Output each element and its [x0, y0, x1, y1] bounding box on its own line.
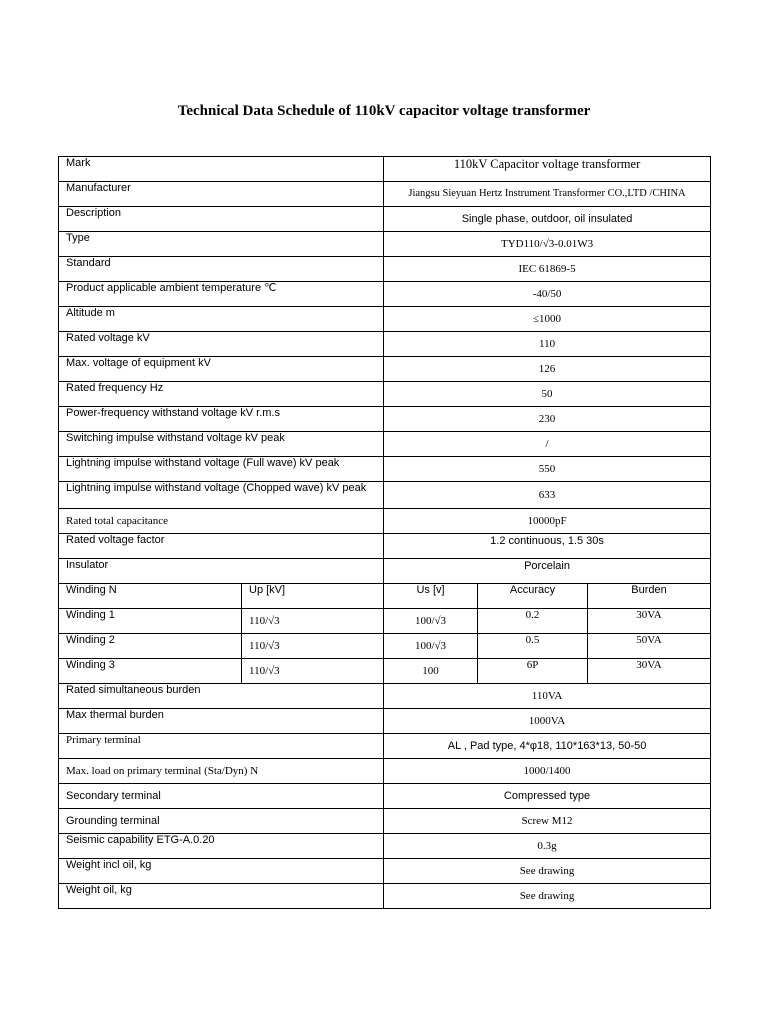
row-value: 10000pF: [384, 509, 711, 534]
row-seismic-capability: [59, 834, 711, 859]
header-up: Up [kV]: [242, 584, 384, 609]
technical-data-table: [58, 156, 711, 909]
row-value: See drawing: [384, 859, 711, 884]
row-lightning-impulse-full: [59, 457, 711, 482]
row-rated-total-capacitance: [59, 509, 711, 534]
row-label: Switching impulse withstand voltage kV peak: [59, 432, 384, 457]
row-label: Weight oil, kg: [59, 884, 384, 909]
row-value: 50: [384, 382, 711, 407]
row-value: Porcelain: [384, 559, 711, 584]
row-label: Standard: [59, 257, 384, 282]
row-label: Type: [59, 232, 384, 257]
row-label: Product applicable ambient temperature ℃: [59, 282, 384, 307]
row-value: 550: [384, 457, 711, 482]
row-max-voltage: [59, 357, 711, 382]
row-value: 1000/1400: [384, 759, 711, 784]
winding-row-1: [59, 609, 711, 634]
row-value: -40/50: [384, 282, 711, 307]
winding-accuracy: 6P: [478, 659, 588, 684]
header-us: Us [v]: [384, 584, 478, 609]
row-value: Single phase, outdoor, oil insulated: [384, 207, 711, 232]
row-label: Insulator: [59, 559, 384, 584]
page-title: Technical Data Schedule of 110kV capacitor voltage transformer: [177, 103, 591, 119]
row-manufacturer: [59, 182, 711, 207]
row-label: Grounding terminal: [59, 809, 384, 834]
row-value: Jiangsu Sieyuan Hertz Instrument Transformer CO.,LTD /CHINA: [384, 182, 711, 207]
row-insulator: [59, 559, 711, 584]
row-label: Lightning impulse withstand voltage (Chopped wave) kV peak: [59, 482, 384, 509]
winding-up: 110/√3: [242, 609, 384, 634]
row-power-frequency-withstand: [59, 407, 711, 432]
winding-burden: 50VA: [588, 634, 711, 659]
row-mark: [59, 157, 711, 182]
row-label: Rated voltage kV: [59, 332, 384, 357]
row-value: 126: [384, 357, 711, 382]
row-label: Seismic capability ETG-A.0.20: [59, 834, 384, 859]
row-secondary-terminal: [59, 784, 711, 809]
row-value: 230: [384, 407, 711, 432]
row-standard: [59, 257, 711, 282]
winding-header-row: [59, 584, 711, 609]
row-label: Rated frequency Hz: [59, 382, 384, 407]
row-label: Manufacturer: [59, 182, 384, 207]
winding-up: 110/√3: [242, 634, 384, 659]
row-value: IEC 61869-5: [384, 257, 711, 282]
winding-us: 100/√3: [384, 634, 478, 659]
winding-row-2: [59, 634, 711, 659]
winding-name: Winding 1: [59, 609, 242, 634]
header-accuracy: Accuracy: [478, 584, 588, 609]
row-label: Max thermal burden: [59, 709, 384, 734]
winding-accuracy: 0.5: [478, 634, 588, 659]
row-label: Description: [59, 207, 384, 232]
row-rated-frequency: [59, 382, 711, 407]
row-switching-impulse: [59, 432, 711, 457]
row-rated-voltage-factor: [59, 534, 711, 559]
winding-up: 110/√3: [242, 659, 384, 684]
row-label: Altitude m: [59, 307, 384, 332]
row-value: 1.2 continuous, 1.5 30s: [384, 534, 711, 559]
row-lightning-impulse-chopped: [59, 482, 711, 509]
row-value: 1000VA: [384, 709, 711, 734]
row-label: Power-frequency withstand voltage kV r.m.s: [59, 407, 384, 432]
row-weight-incl-oil: [59, 859, 711, 884]
winding-us: 100: [384, 659, 478, 684]
row-value: ≤1000: [384, 307, 711, 332]
row-label: Rated simultaneous burden: [59, 684, 384, 709]
row-max-load-primary-terminal: [59, 759, 711, 784]
row-value: /: [384, 432, 711, 457]
winding-us: 100/√3: [384, 609, 478, 634]
row-value: 0.3g: [384, 834, 711, 859]
row-value: 110kV Capacitor voltage transformer: [384, 157, 711, 182]
row-label: Max. voltage of equipment kV: [59, 357, 384, 382]
row-rated-simultaneous-burden: [59, 684, 711, 709]
row-label: Lightning impulse withstand voltage (Full wave) kV peak: [59, 457, 384, 482]
row-value: Screw M12: [384, 809, 711, 834]
row-description: [59, 207, 711, 232]
row-weight-oil: [59, 884, 711, 909]
row-value: TYD110/√3-0.01W3: [384, 232, 711, 257]
row-value: 633: [384, 482, 711, 509]
winding-burden: 30VA: [588, 659, 711, 684]
row-max-thermal-burden: [59, 709, 711, 734]
row-label: Rated voltage factor: [59, 534, 384, 559]
header-burden: Burden: [588, 584, 711, 609]
row-label: Rated total capacitance: [59, 509, 384, 534]
row-primary-terminal: [59, 734, 711, 759]
row-type: [59, 232, 711, 257]
row-label: Secondary terminal: [59, 784, 384, 809]
row-label: Primary terminal: [59, 734, 384, 759]
row-grounding-terminal: [59, 809, 711, 834]
header-winding-n: Winding N: [59, 584, 242, 609]
winding-burden: 30VA: [588, 609, 711, 634]
winding-accuracy: 0.2: [478, 609, 588, 634]
row-value: Compressed type: [384, 784, 711, 809]
row-value: AL , Pad type, 4*φ18, 110*163*13, 50-50: [384, 734, 711, 759]
row-ambient-temperature: [59, 282, 711, 307]
row-value: 110: [384, 332, 711, 357]
row-label: Weight incl oil, kg: [59, 859, 384, 884]
row-label: Max. load on primary terminal (Sta/Dyn) N: [59, 759, 384, 784]
row-value: See drawing: [384, 884, 711, 909]
row-altitude: [59, 307, 711, 332]
row-value: 110VA: [384, 684, 711, 709]
winding-name: Winding 2: [59, 634, 242, 659]
row-rated-voltage: [59, 332, 711, 357]
winding-name: Winding 3: [59, 659, 242, 684]
winding-row-3: [59, 659, 711, 684]
row-label: Mark: [59, 157, 384, 182]
